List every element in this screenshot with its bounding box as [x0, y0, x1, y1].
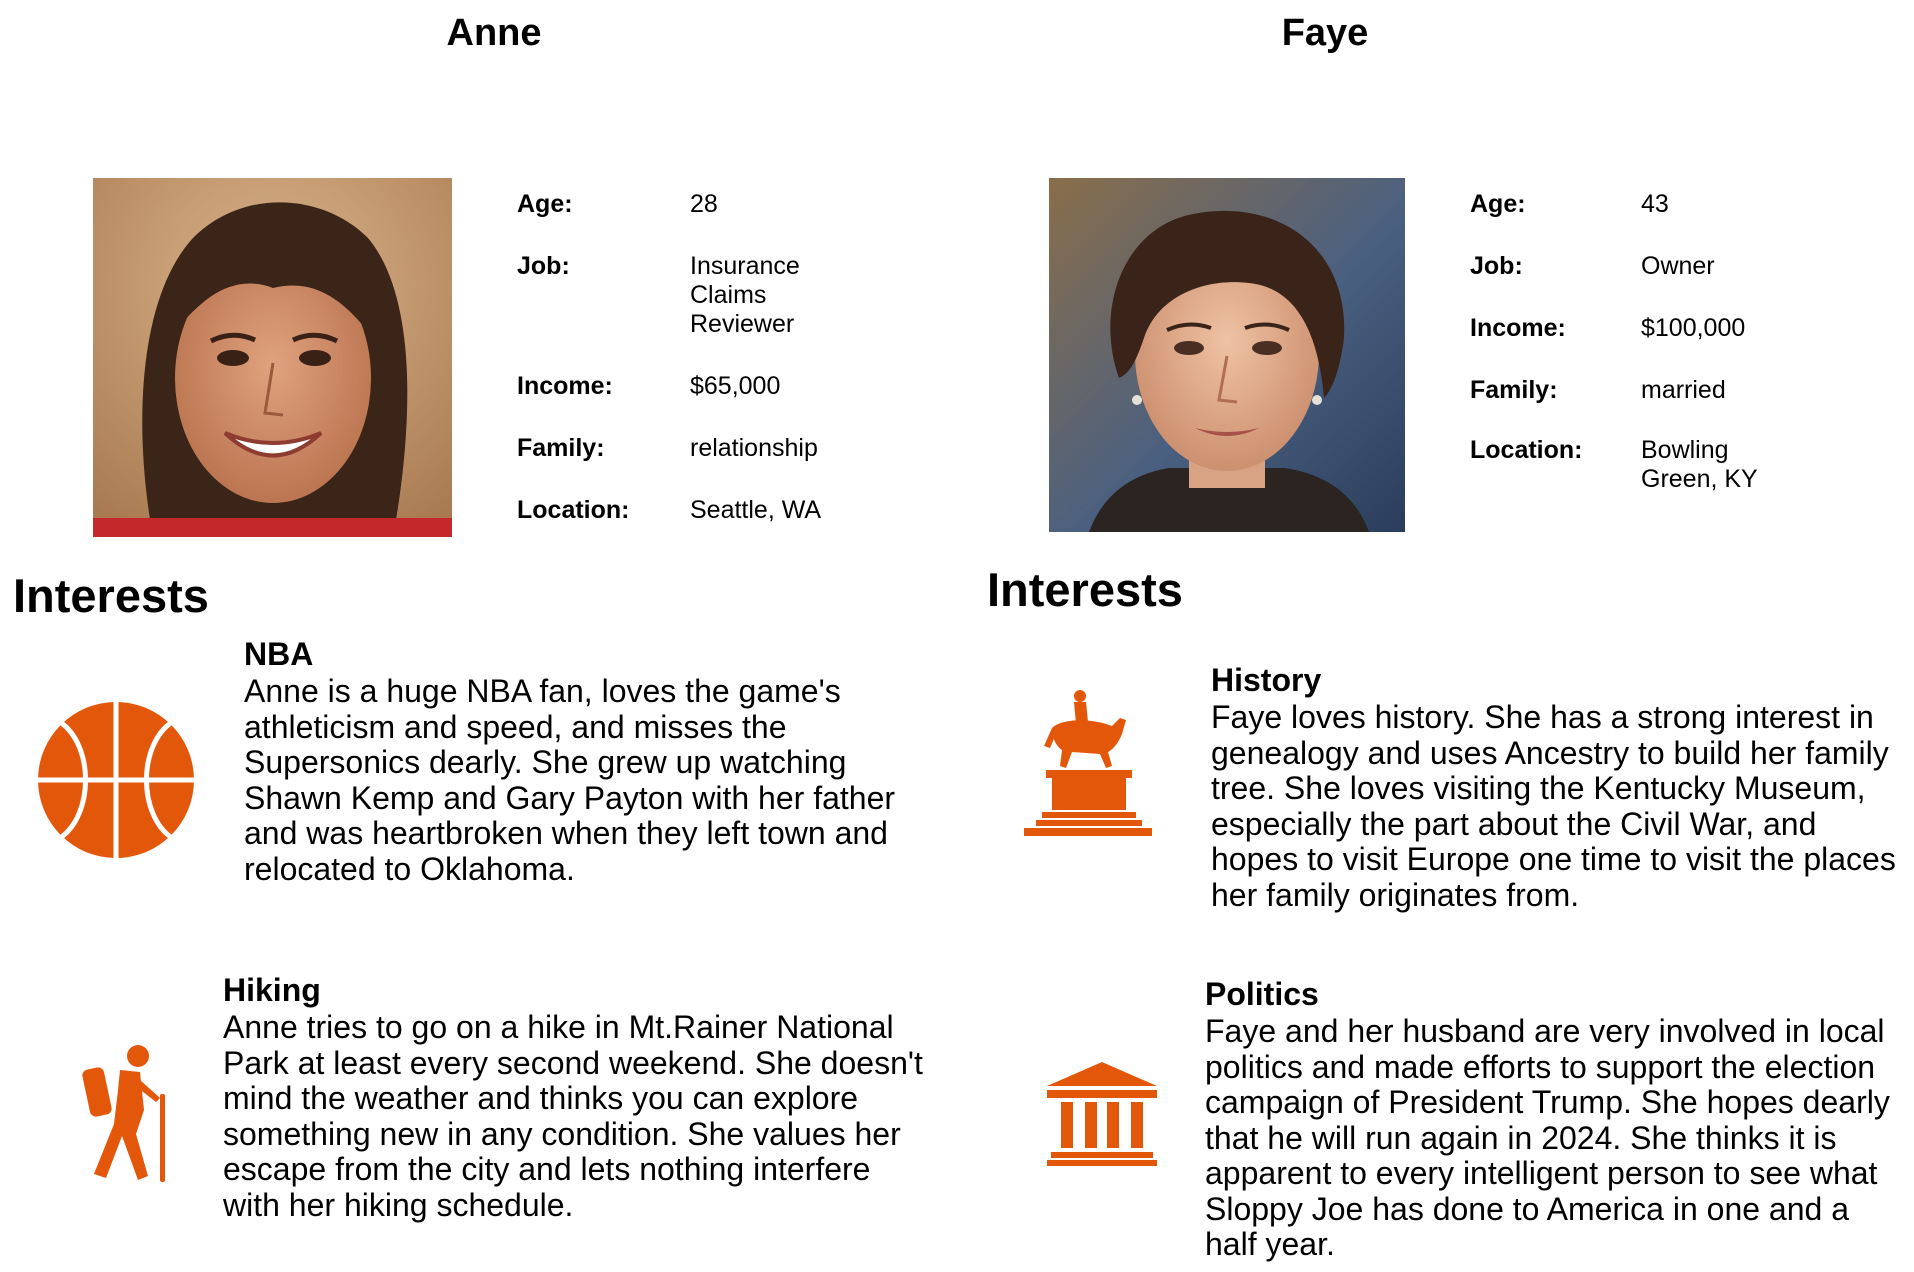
faye-interest-politics-title: Politics — [1205, 976, 1319, 1012]
anne-job-value: Insurance Claims Reviewer — [690, 252, 800, 338]
anne-age-label: Age: — [517, 190, 573, 218]
anne-interest-hiking-title: Hiking — [223, 972, 321, 1008]
faye-interest-history-text: Faye loves history. She has a strong interest in genealogy and uses Ancestry to build her family tree. She loves visiting the Kentucky Museum, especially the part about the Civil War, and hopes to visit Europe one time to visit the places her family originates from. — [1211, 699, 1896, 913]
anne-family-label: Family: — [517, 434, 605, 462]
faye-family-label: Family: — [1470, 376, 1558, 404]
anne-location-value: Seattle, WA — [690, 496, 822, 524]
faye-interest-history-title: History — [1211, 662, 1322, 698]
faye-job-label: Job: — [1470, 252, 1523, 280]
faye-age-value: 43 — [1641, 190, 1669, 218]
anne-interest-nba-title: NBA — [244, 636, 314, 672]
government-building-icon — [1047, 1062, 1157, 1166]
faye-name: Faye — [1281, 12, 1369, 54]
anne-name: Anne — [446, 12, 542, 54]
anne-income-value: $65,000 — [690, 372, 781, 400]
anne-location-label: Location: — [517, 496, 630, 524]
anne-interest-hiking-text: Anne tries to go on a hike in Mt.Rainer National Park at least every second weekend. She doesn't mind the weather and thinks you can explore something new in any condition. She values her escape from the city and lets nothing interfere with her hiking schedule. — [223, 1009, 923, 1223]
anne-job-label: Job: — [517, 252, 570, 280]
equestrian-statue-icon — [1022, 688, 1154, 836]
faye-location-label: Location: — [1470, 436, 1583, 464]
faye-age-label: Age: — [1470, 190, 1526, 218]
anne-family-value: relationship — [690, 434, 818, 462]
faye-job-value: Owner — [1641, 252, 1715, 280]
anne-interest-nba-text: Anne is a huge NBA fan, loves the game's athleticism and speed, and misses the Supersonics dearly. She grew up watching Shawn Kemp and Gary Payton with her father and was heartbroken when they left town and relocated to Oklahoma. — [244, 673, 896, 887]
basketball-icon — [36, 700, 196, 860]
faye-portrait-photo — [1049, 178, 1405, 532]
faye-family-value: married — [1641, 376, 1726, 404]
faye-interest-politics-text: Faye and her husband are very involved in local politics and made efforts to support the election campaign of President Trump. She hopes dearly that he will run again in 2024. She thinks it is apparent to every intelligent person to see what Sloppy Joe has done to America in one and a half year. — [1205, 1013, 1890, 1262]
faye-interests-heading: Interests — [987, 563, 1183, 616]
hiker-icon — [78, 1044, 174, 1184]
anne-portrait-photo — [93, 178, 452, 537]
anne-income-label: Income: — [517, 372, 613, 400]
anne-interests-heading: Interests — [13, 569, 209, 622]
anne-age-value: 28 — [690, 190, 718, 218]
faye-income-value: $100,000 — [1641, 314, 1746, 342]
faye-income-label: Income: — [1470, 314, 1566, 342]
faye-location-value: Bowling Green, KY — [1641, 436, 1758, 493]
